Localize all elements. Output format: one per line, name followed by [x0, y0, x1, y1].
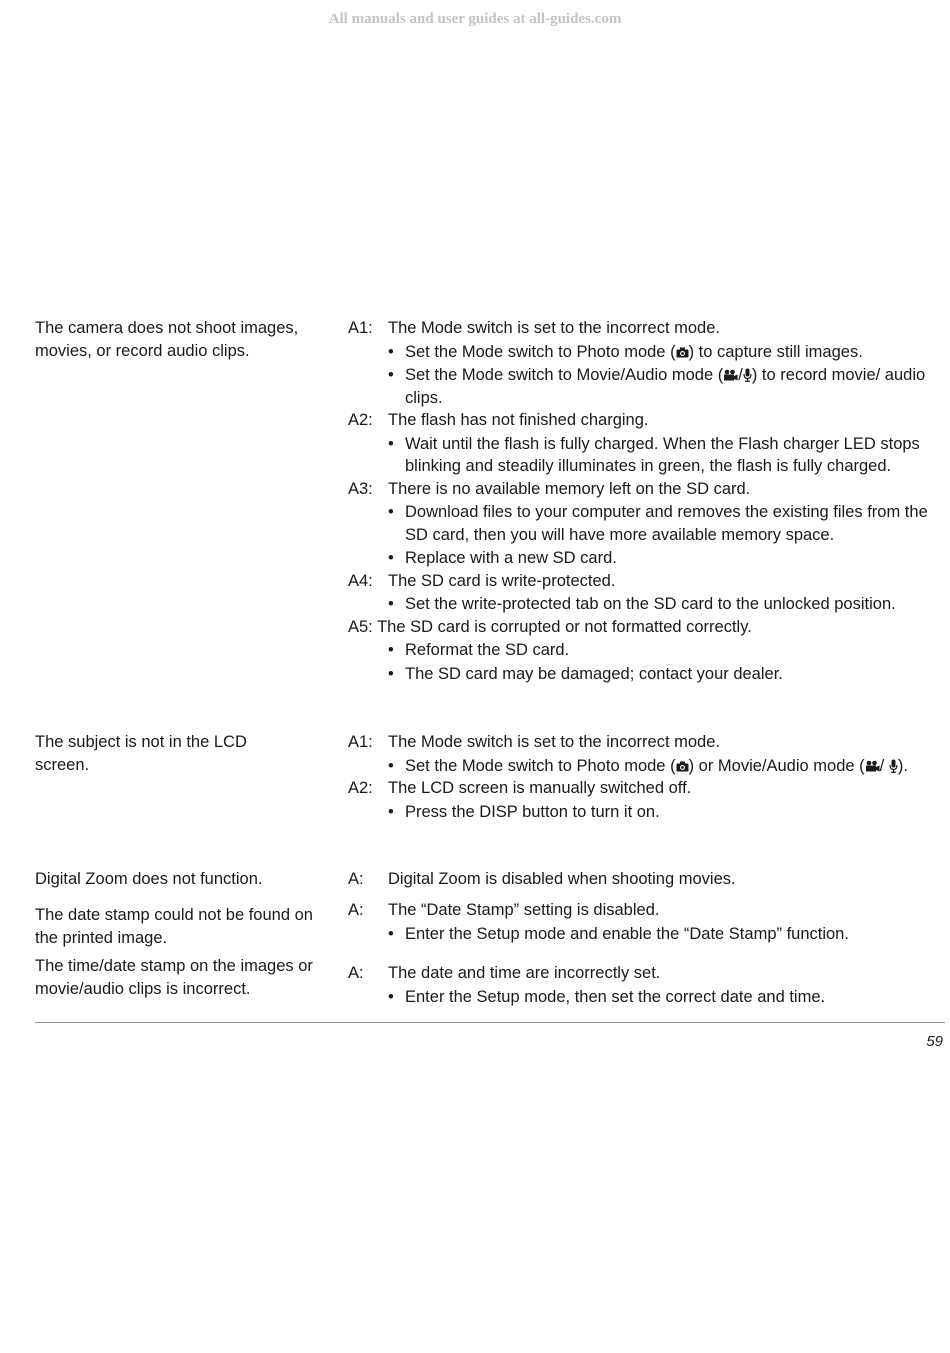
answer-label: A1:: [348, 319, 373, 337]
bullet-text: ) to capture still images.: [688, 342, 863, 361]
answer-a1: [348, 317, 948, 409]
answer-label: A:: [348, 901, 364, 919]
answers-camera-no-shoot: [348, 317, 948, 685]
bullet-text: Set the write-protected tab on the SD card to the unlocked position.: [405, 595, 896, 613]
bullet-text: Press the DISP button to turn it on.: [405, 802, 660, 821]
problem-digital-zoom: Digital Zoom does not function.: [35, 870, 263, 888]
footer-divider: [35, 1022, 945, 1023]
answer-text: There is no available memory left on the SD card.: [388, 479, 751, 498]
bullet-text: /: [738, 366, 743, 384]
answer-text: The Mode switch is set to the incorrect mode.: [388, 733, 720, 751]
answer-a5: [348, 616, 948, 686]
answer-a2: [348, 777, 948, 823]
answer-a: [348, 962, 948, 1008]
answers-date-stamp-incorrect: [348, 962, 948, 1008]
bullet-dot: •: [388, 987, 394, 1006]
microphone-icon: [889, 759, 898, 773]
bullet-dot: •: [388, 549, 394, 567]
bullet-text: Set the Mode switch to Photo mode (: [405, 342, 676, 361]
bullet-dot: •: [388, 366, 394, 384]
bullet-item: [388, 923, 948, 946]
answer-label: A:: [348, 964, 364, 982]
bullet-dot: •: [388, 503, 394, 521]
answer-label: A4:: [348, 571, 373, 590]
microphone-icon: [743, 368, 752, 382]
answer-a1: [348, 731, 948, 777]
answer-a4: [348, 570, 948, 616]
bullet-text: Set the Mode switch to Photo mode (: [405, 756, 676, 775]
bullet-text: ).: [897, 756, 908, 775]
bullet-text: Download files to your computer and removes the existing files from the SD card, then you will have more available memory space.: [405, 503, 928, 544]
bullet-item: [388, 593, 948, 616]
answer-text: The flash has not finished charging.: [388, 411, 649, 429]
answer-label: A2:: [348, 779, 373, 797]
bullet-dot: •: [388, 641, 394, 659]
problem-camera-no-shoot: The camera does not shoot images, movies, or record audio clips.: [35, 319, 299, 360]
answer-a3: [348, 478, 948, 570]
camera-icon: [676, 347, 689, 358]
bullet-text: Set the Mode switch to Movie/Audio mode (: [405, 366, 724, 384]
bullet-text: Enter the Setup mode and enable the “Date Stamp” function.: [405, 924, 849, 943]
bullet-text: Replace with a new SD card.: [405, 549, 617, 567]
bullet-dot: •: [388, 802, 394, 821]
bullet-dot: •: [388, 664, 394, 683]
movie-camera-icon: [865, 760, 880, 772]
answer-text: The SD card is write-protected.: [388, 571, 616, 590]
bullet-item: [388, 501, 948, 546]
bullet-text: ) to record movie/ audio clips.: [405, 366, 926, 407]
bullet-dot: •: [388, 595, 394, 613]
camera-icon: [676, 761, 689, 772]
answer-label: A1:: [348, 733, 373, 751]
bullet-item: [388, 364, 948, 409]
answers-subject-not-in-lcd: [348, 731, 948, 823]
bullet-item: [388, 755, 948, 778]
bullet-text: ) or Movie/Audio mode (: [688, 756, 865, 775]
movie-camera-icon: [723, 369, 738, 381]
answer-text: The LCD screen is manually switched off.: [388, 779, 692, 797]
problem-date-stamp-incorrect: The time/date stamp on the images or movie/audio clips is incorrect.: [35, 957, 313, 998]
bullet-dot: •: [388, 434, 394, 453]
bullet-text: The SD card may be damaged; contact your dealer.: [405, 664, 783, 683]
answer-label: A5:: [348, 617, 373, 636]
bullet-dot: •: [388, 342, 394, 361]
answer-text: The SD card is corrupted or not formatted correctly.: [377, 617, 752, 636]
bullet-item: [388, 986, 948, 1009]
answer-text: The “Date Stamp” setting is disabled.: [388, 901, 660, 919]
answer-text: Digital Zoom is disabled when shooting movies.: [388, 870, 736, 888]
bullet-text: Reformat the SD card.: [405, 641, 570, 659]
problem-subject-not-in-lcd: The subject is not in the LCD screen.: [35, 733, 247, 774]
bullet-item: [388, 341, 948, 364]
answer-a: [348, 899, 948, 945]
answer-label: A:: [348, 870, 364, 888]
answer-label: A2:: [348, 411, 373, 429]
bullet-text: /: [879, 756, 885, 775]
bullet-text: Wait until the flash is fully charged. When the Flash charger LED stops blinking and steadily illuminates in green, the flash is fully charged.: [405, 434, 920, 475]
bullet-item: [388, 639, 948, 662]
answer-text: The date and time are incorrectly set.: [388, 964, 661, 982]
bullet-item: [388, 433, 948, 478]
watermark: All manuals and user guides at all-guides.com: [328, 11, 622, 27]
page-number: 59: [926, 1033, 943, 1050]
bullet-item: [388, 663, 948, 686]
answer-text: The Mode switch is set to the incorrect mode.: [388, 319, 720, 337]
bullet-item: [388, 801, 948, 824]
answer-a: [348, 868, 948, 891]
bullet-text: Enter the Setup mode, then set the correct date and time.: [405, 987, 826, 1006]
problem-date-stamp-missing: The date stamp could not be found on the printed image.: [35, 906, 313, 947]
answer-a2: [348, 409, 948, 478]
bullet-item: [388, 547, 948, 570]
answers-digital-zoom: [348, 868, 948, 891]
answers-date-stamp-missing: [348, 899, 948, 945]
answer-label: A3:: [348, 479, 373, 498]
bullet-dot: •: [388, 924, 394, 943]
bullet-dot: •: [388, 756, 394, 775]
